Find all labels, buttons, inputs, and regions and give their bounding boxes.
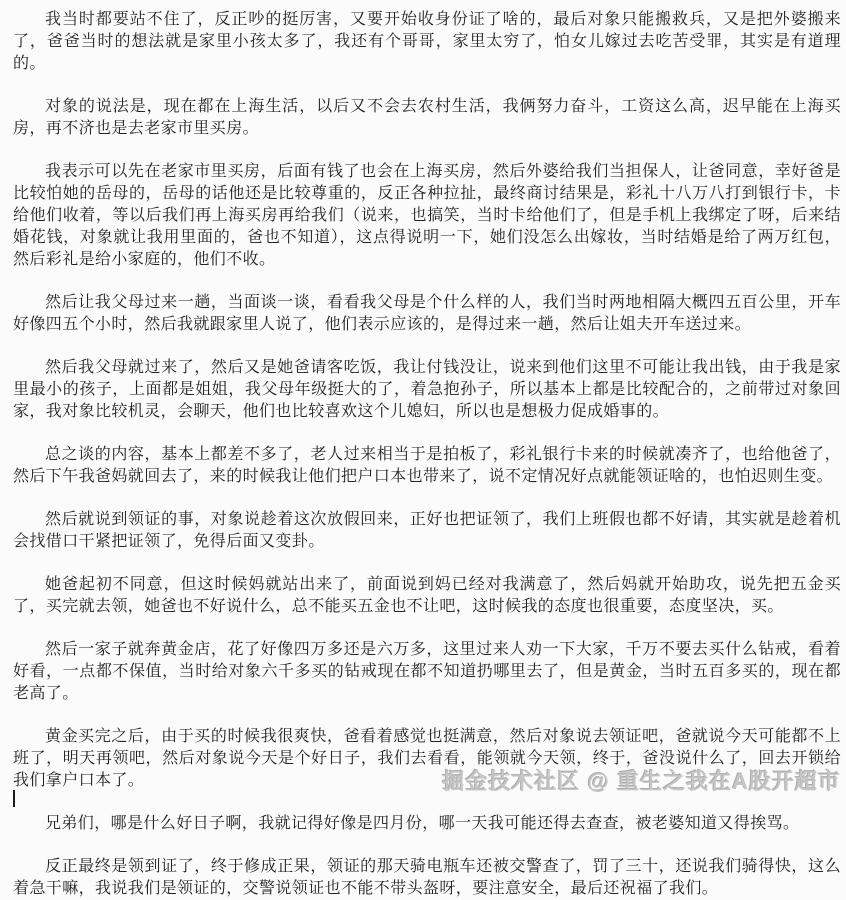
story-paragraph-8: 她爸起初不同意，但这时候妈就站出来了，前面说到妈已经对我满意了，然后妈就开始助攻，说先把五金买了，买完就去领，她爸也不好说什么，总不能买五金也不让吧，这时候我的态度也很重要，态度坚决，买。 bbox=[13, 576, 841, 615]
story-paragraph-12: 反正最终是领到证了，终于修成正果，领证的那天骑电瓶车还被交警查了，罚了三十，还说我们骑得快，这么着急干嘛，我说我们是领证的，交警说领证也不能不带头盔呀，要注意安全，最后还祝福了我们。 bbox=[13, 858, 841, 897]
watermark: 掘金技术社区 @ 重生之我在A股开超市 bbox=[442, 769, 841, 794]
story-paragraph-11: 兄弟们，哪是什么好日子啊，我就记得好像是四月份，哪一天我可能还得去查查，被老婆知道又得挨骂。 bbox=[45, 815, 800, 832]
story-paragraph-4: 然后让我父母过来一趟，当面谈一谈，看看我父母是个什么样的人，我们当时两地相隔大概四五百公里，开车好像四五个小时，然后我就跟家里人说了，他们表示应该的，是得过来一趟，然后让姐夫开车送过来。 bbox=[13, 294, 841, 333]
story-paragraph-9: 然后一家子就奔黄金店，花了好像四万多还是六万多，这里过来人劝一下大家，千万不要去买什么钻戒，看着好看，一点都不保值，当时给对象六千多买的钻戒现在都不知道扔哪里去了，但是黄金，当时五百多买的，现在都老高了。 bbox=[13, 641, 841, 702]
story-paragraph-10: 黄金买完之后，由于买的时候我很爽快，爸看着感觉也挺满意，然后对象说去领证吧，爸就说今天可能都不上班了，明天再领吧，然后对象说今天是个好日子，我们去看看，能领就今天领，终于，爸没说什么了，回去开锁给我们拿户口本了。 bbox=[13, 728, 841, 789]
story-paragraph-5: 然后我父母就过来了，然后又是她爸请客吃饭，我让付钱没让，说来到他们这里不可能让我出钱，由于我是家里最小的孩子，上面都是姐姐，我父母年级挺大的了，着急抱孙子，所以基本上都是比较配合的，之前带过对象回家，我对象比较机灵，会聊天，他们也比较喜欢这个儿媳妇，所以也是想极力促成婚事的。 bbox=[13, 359, 841, 420]
story-paragraph-1: 我当时都要站不住了，反正吵的挺厉害，又要开始收身份证了啥的，最后对象只能搬救兵，又是把外婆搬来了，爸爸当时的想法就是家里小孩太多了，我还有个哥哥，家里太穷了，怕女儿嫁过去吃苦受罪，其实是有道理的。 bbox=[13, 11, 841, 72]
story-paragraph-3: 我表示可以先在老家市里买房，后面有钱了也会在上海买房，然后外婆给我们当担保人，让爸同意，幸好爸是比较怕她的岳母的，岳母的话他还是比较尊重的，反正各种拉扯，最终商讨结果是，彩礼十八万八打到银行卡，卡给他们收着，等以后我们再上海买房再给我们（说来，也搞笑，当时卡给他们了，但是手机上我绑定了呀，后来结婚花钱，对象就让我用里面的，爸也不知道），这点得说明一下，她们没怎么出嫁妆，当时结婚是给了两万红包，然后彩礼是给小家庭的，他们不收。 bbox=[13, 163, 841, 268]
story-paragraph-2: 对象的说法是，现在都在上海生活，以后又不会去农村生活，我俩努力奋斗，工资这么高，迟早能在上海买房，再不济也是去老家市里买房。 bbox=[13, 98, 841, 137]
text-cursor bbox=[13, 790, 15, 807]
story-paragraph-6: 总之谈的内容，基本上都差不多了，老人过来相当于是拍板了，彩礼银行卡来的时候就凑齐了，也给他爸了，然后下午我爸妈就回去了，来的时候我让他们把户口本也带来了，说不定情况好点就能领证啥的，也怕迟则生变。 bbox=[13, 446, 841, 485]
story-paragraph-7: 然后就说到领证的事，对象说趁着这次放假回来，正好也把证领了，我们上班假也都不好请，其实就是趁着机会找借口干紧把证领了，免得后面又变卦。 bbox=[13, 511, 841, 550]
